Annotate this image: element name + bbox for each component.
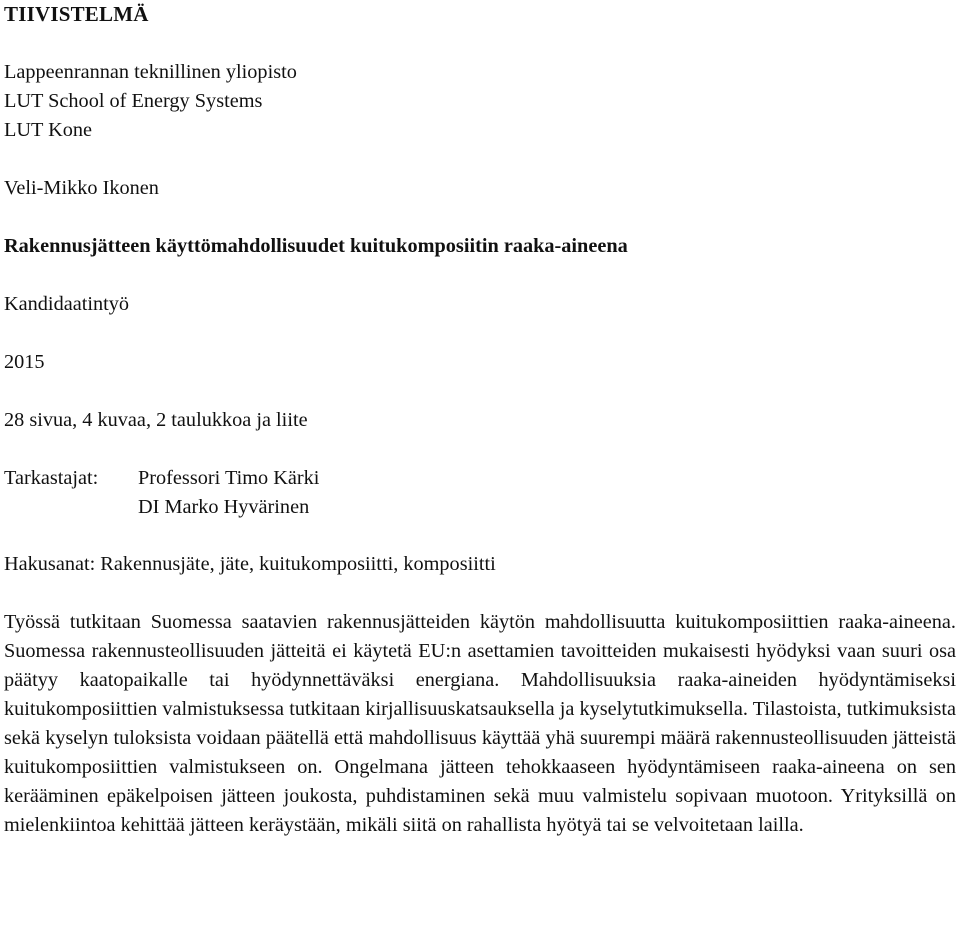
thesis-extent: 28 sivua, 4 kuvaa, 2 taulukkoa ja liite	[4, 409, 308, 431]
page-heading: TIIVISTELMÄ	[4, 2, 149, 26]
keywords: Hakusanat: Rakennusjäte, jäte, kuitukomposiitti, komposiitti	[4, 553, 496, 575]
department-name: LUT Kone	[4, 119, 93, 141]
thesis-year: 2015	[4, 351, 45, 373]
author-name: Veli-Mikko Ikonen	[4, 177, 159, 199]
reviewers-names	[138, 464, 319, 522]
abstract-paragraph: Työssä tutkitaan Suomessa saatavien rakennusjätteiden käytön mahdollisuutta kuitukomposiittien raaka-aineena. Suomessa rakennusteollisuuden jätteitä ei käytetä EU:n asettamien tavoitteiden mukaisesti hyödyksi vaan suuri osa päätyy kaatopaikalle tai hyödynnettäväksi energiana. Mahdollisuuksia raaka-aineiden hyödyntämiseksi kuitukomposiittien valmistuksessa tutkitaan kirjallisuuskatsauksella ja kyselytutkimuksella. Tilastoista, tutkimuksista sekä kyselyn tuloksista voidaan päätellä että mahdollisuus käyttää yhä suurempi määrä rakennusteollisuuden jätteistä kuitukomposiittien valmistukseen on. Ongelmana jätteen tehokkaaseen hyödyntämiseen raaka-aineena on sen kerääminen epäkelpoisen jätteen joukosta, puhdistaminen sekä muu valmistelu sopivaan muotoon. Yrityksillä on mielenkiintoa kehittää jätteen keräystään, mikäli siitä on rahallista hyötyä tai se velvoitetaan lailla.	[4, 611, 956, 836]
reviewers-label: Tarkastajat:	[4, 467, 99, 489]
school-name: LUT School of Energy Systems	[4, 90, 263, 112]
reviewer-name: DI Marko Hyvärinen	[138, 496, 310, 518]
university-name: Lappeenrannan teknillinen yliopisto	[4, 61, 297, 83]
thesis-type: Kandidaatintyö	[4, 293, 130, 315]
thesis-title: Rakennusjätteen käyttömahdollisuudet kuitukomposiitin raaka-aineena	[4, 235, 628, 257]
reviewers-block	[4, 464, 320, 518]
reviewer-name: Professori Timo Kärki	[138, 467, 320, 489]
